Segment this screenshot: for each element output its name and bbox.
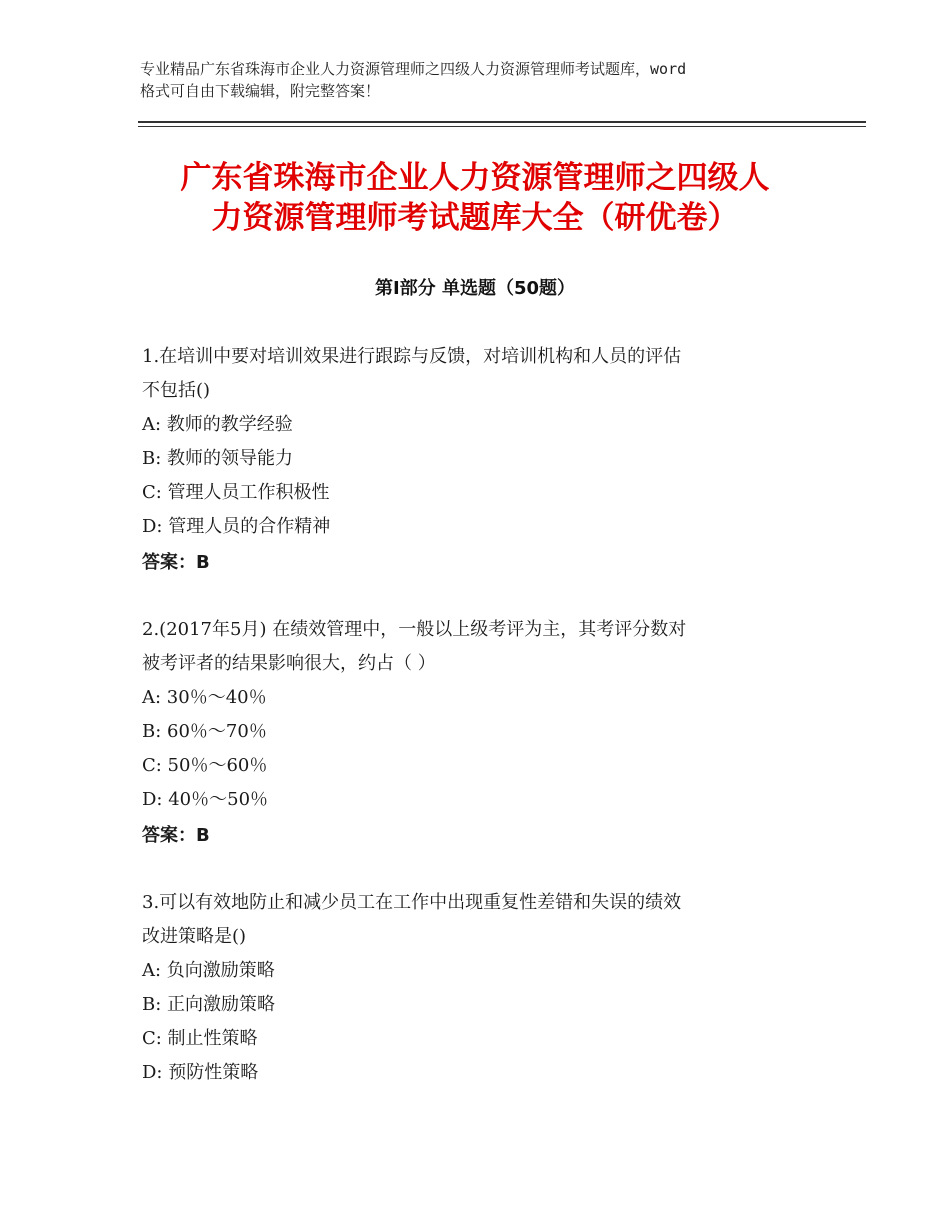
header-divider-thick	[138, 121, 866, 123]
question-stem	[142, 340, 822, 408]
question-3	[142, 886, 822, 1090]
question-1	[142, 340, 822, 580]
option-a: A: 30％～40％	[142, 687, 267, 708]
option-d: D: 管理人员的合作精神	[142, 516, 331, 537]
question-stem-line: 被考评者的结果影响很大，约占（ ）	[142, 653, 436, 674]
option-c: C: 50％～60％	[142, 755, 268, 776]
question-stem	[142, 613, 822, 681]
question-stem-line: 2.(2017年5月) 在绩效管理中，一般以上级考评为主，其考评分数对	[142, 619, 687, 640]
question-stem-line: 3.可以有效地防止和减少员工在工作中出现重复性差错和失误的绩效	[142, 892, 682, 913]
option-d: D: 预防性策略	[142, 1062, 259, 1083]
section-title: 第Ⅰ部分 单选题（50题）	[374, 278, 575, 299]
option-c: C: 制止性策略	[142, 1028, 258, 1049]
answer-text: 答案：B	[142, 825, 210, 846]
option-c: C: 管理人员工作积极性	[142, 482, 330, 503]
question-stem	[142, 886, 822, 954]
document-title-line: 力资源管理师考试题库大全（研优卷）	[211, 200, 739, 236]
header-note	[140, 58, 830, 102]
question-stem-line: 不包括()	[142, 380, 211, 401]
option-b: B: 正向激励策略	[142, 994, 276, 1015]
question-stem-line: 改进策略是()	[142, 926, 247, 947]
option-a: A: 负向激励策略	[142, 960, 275, 981]
header-note-line: 专业精品广东省珠海市企业人力资源管理师之四级人力资源管理师考试题库，word	[140, 60, 687, 78]
answer-text: 答案：B	[142, 552, 210, 573]
question-2	[142, 613, 822, 853]
header-divider-thin	[138, 126, 866, 127]
option-d: D: 40％～50％	[142, 789, 269, 810]
option-b: B: 教师的领导能力	[142, 448, 294, 469]
header-note-line: 格式可自由下载编辑，附完整答案！	[140, 82, 381, 100]
question-stem-line: 1.在培训中要对培训效果进行跟踪与反馈，对培训机构和人员的评估	[142, 346, 682, 367]
document-title	[100, 158, 850, 238]
option-b: B: 60％～70％	[142, 721, 267, 742]
document-title-line: 广东省珠海市企业人力资源管理师之四级人	[180, 160, 770, 196]
option-a: A: 教师的教学经验	[142, 414, 293, 435]
